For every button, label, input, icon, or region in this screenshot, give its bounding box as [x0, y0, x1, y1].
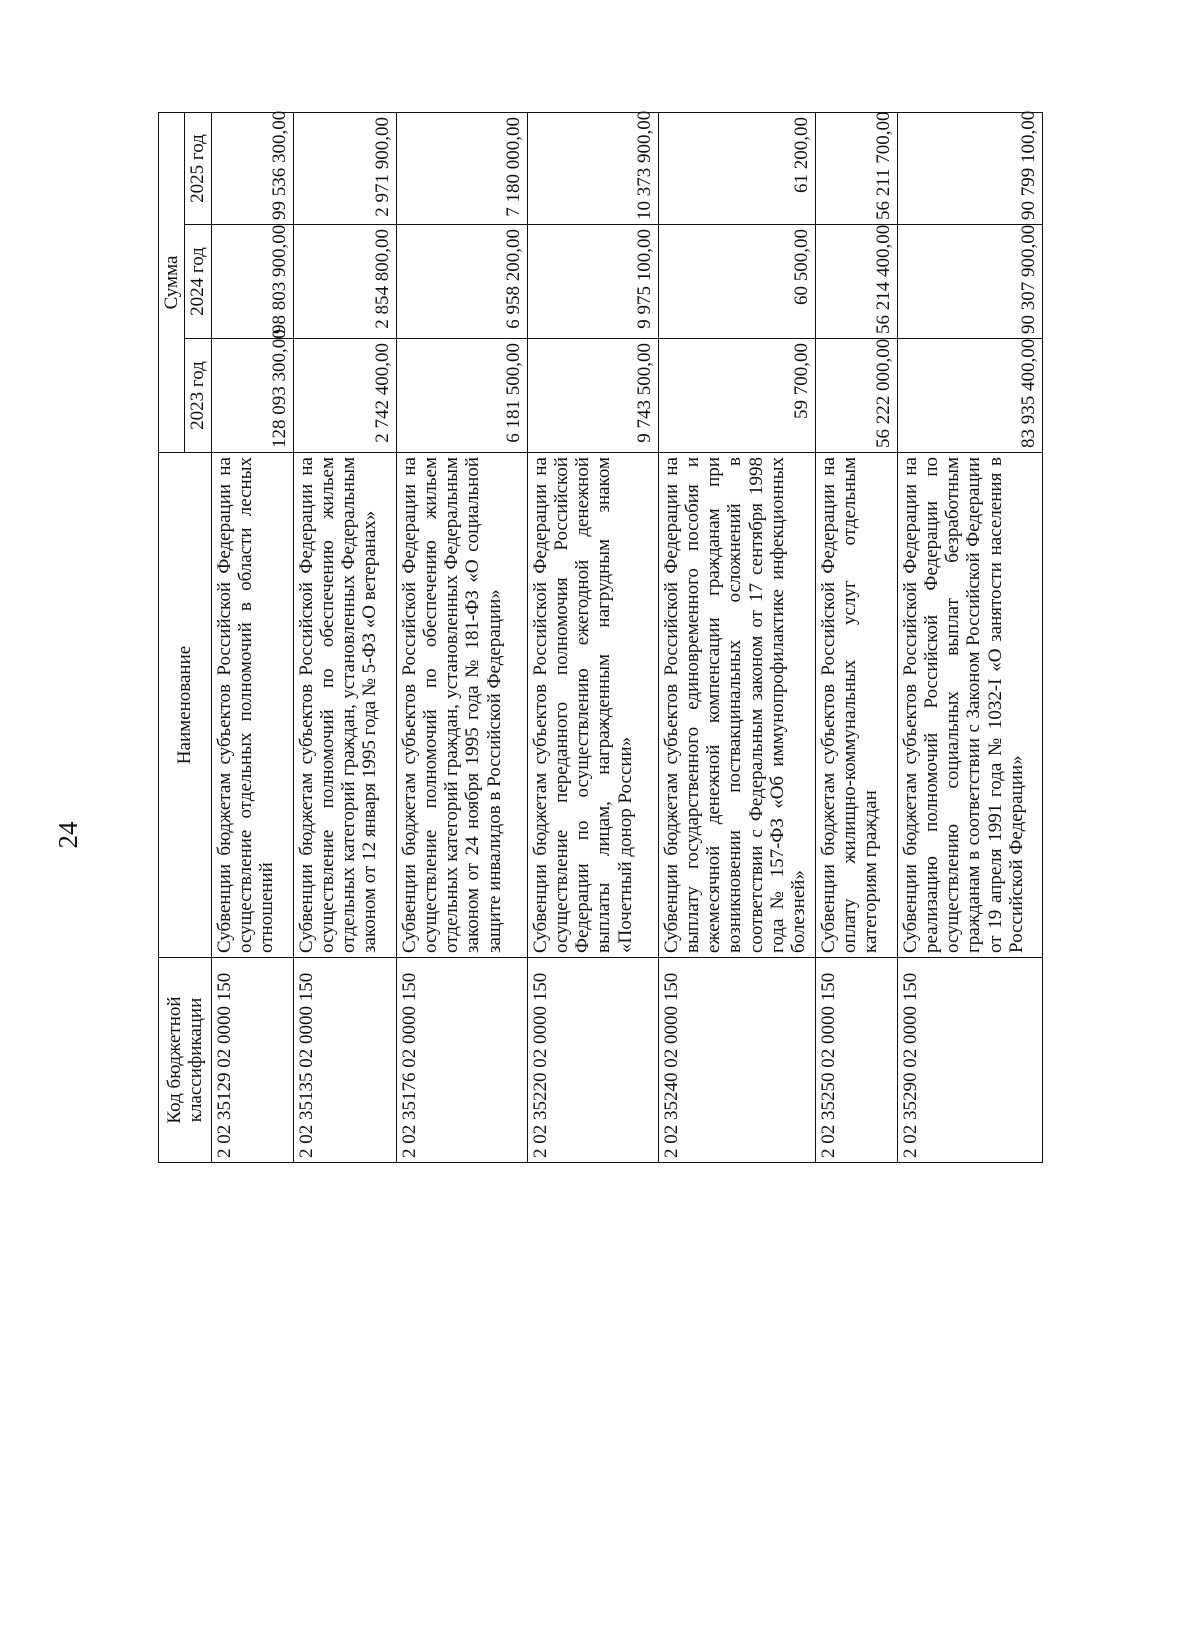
header-year-2023: 2023 год [185, 339, 211, 453]
table-row [527, 113, 658, 1163]
table-row [897, 113, 1042, 1163]
amount-2025: 99 536 300,00 [211, 113, 293, 225]
header-sum: Сумма [159, 113, 185, 453]
header-year-2025: 2025 год [185, 113, 211, 225]
row-code: 2 02 35290 02 0000 150 [897, 958, 1042, 1163]
amount-2024: 56 214 400,00 [815, 225, 897, 339]
amount-2023: 128 093 300,00 [211, 339, 293, 453]
header-year-2024: 2024 год [185, 225, 211, 339]
rotated-table-container [158, 110, 1158, 1163]
row-name: Субвенции бюджетам субъектов Российской Федерации на осуществление переданного полномочия Российской Федерации по осуществлению ежегодной денежной выплаты лицам, награжденным нагрудным знаком «Почетный донор России» [527, 453, 658, 958]
row-code: 2 02 35220 02 0000 150 [527, 958, 658, 1163]
table-row [658, 113, 815, 1163]
amount-2025: 10 373 900,00 [527, 113, 658, 225]
amount-2025: 56 211 700,00 [815, 113, 897, 225]
amount-2023: 6 181 500,00 [396, 339, 527, 453]
amount-2024: 2 854 800,00 [293, 225, 396, 339]
header-name: Наименование [159, 453, 212, 958]
amount-2023: 83 935 400,00 [897, 339, 1042, 453]
amount-2023: 2 742 400,00 [293, 339, 396, 453]
table-row [211, 113, 293, 1163]
amount-2025: 90 799 100,00 [897, 113, 1042, 225]
table-row [293, 113, 396, 1163]
row-name: Субвенции бюджетам субъектов Российской Федерации на реализацию полномочий Российской Федерации по осуществлению социальных выплат безработным гражданам в соответствии с Законом Российской Федерации от 19 апреля 1991 года № 1032-I «О занятости населения в Российской Федерации» [897, 453, 1042, 958]
amount-2025: 7 180 000,00 [396, 113, 527, 225]
row-name: Субвенции бюджетам субъектов Российской Федерации на оплату жилищно-коммунальных услуг отдельным категориям граждан [815, 453, 897, 958]
amount-2024: 6 958 200,00 [396, 225, 527, 339]
page-number: 24 [52, 821, 83, 849]
amount-2024: 9 975 100,00 [527, 225, 658, 339]
row-name: Субвенции бюджетам субъектов Российской Федерации на осуществление полномочий по обеспечению жильем отдельных категорий граждан, установленных Федеральным законом от 12 января 1995 года № 5-ФЗ «О ветеранах» [293, 453, 396, 958]
row-code: 2 02 35135 02 0000 150 [293, 958, 396, 1163]
row-code: 2 02 35240 02 0000 150 [658, 958, 815, 1163]
row-name: Субвенции бюджетам субъектов Российской Федерации на осуществление отдельных полномочий в области лесных отношений [211, 453, 293, 958]
row-name: Субвенции бюджетам субъектов Российской Федерации на выплату государственного единовременного пособия и ежемесячной денежной компенсации гражданам при возникновении поствакцинальных осложнений в соответствии с Федеральным законом от 17 сентября 1998 года № 157-ФЗ «Об иммунопрофилактике инфекционных болезней» [658, 453, 815, 958]
amount-2024: 90 307 900,00 [897, 225, 1042, 339]
amount-2025: 61 200,00 [658, 113, 815, 225]
table-row [396, 113, 527, 1163]
row-code: 2 02 35176 02 0000 150 [396, 958, 527, 1163]
amount-2023: 56 222 000,00 [815, 339, 897, 453]
amount-2023: 9 743 500,00 [527, 339, 658, 453]
amount-2023: 59 700,00 [658, 339, 815, 453]
row-name: Субвенции бюджетам субъектов Российской Федерации на осуществление полномочий по обеспечению жильем отдельных категорий граждан, установленных Федеральным законом от 24 ноября 1995 года № 181-ФЗ «О социальной защите инвалидов в Российской Федерации» [396, 453, 527, 958]
budget-table [158, 112, 1043, 1163]
header-code: Код бюджетной классификации [159, 958, 212, 1163]
amount-2024: 98 803 900,00 [211, 225, 293, 339]
row-code: 2 02 35129 02 0000 150 [211, 958, 293, 1163]
row-code: 2 02 35250 02 0000 150 [815, 958, 897, 1163]
amount-2025: 2 971 900,00 [293, 113, 396, 225]
table-row [815, 113, 897, 1163]
amount-2024: 60 500,00 [658, 225, 815, 339]
